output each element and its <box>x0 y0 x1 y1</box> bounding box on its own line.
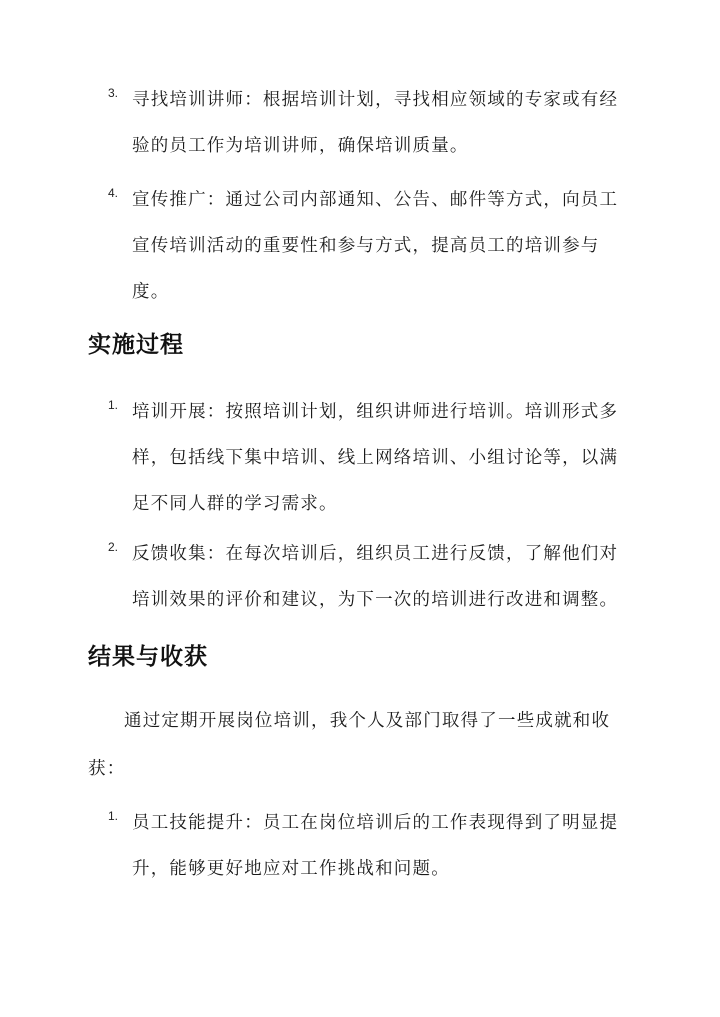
list-item-text: 寻找培训讲师：根据培训计划，寻找相应领域的专家或有经验的员工作为培训讲师，确保培训质量。 <box>132 90 619 156</box>
results-intro-paragraph: 通过定期开展岗位培训，我个人及部门取得了一些成就和收获： <box>88 711 611 779</box>
list-number: 1. <box>108 809 119 823</box>
list-item-skill-improvement <box>108 800 628 892</box>
list-number: 4. <box>108 186 119 200</box>
list-item-find-trainers <box>108 77 628 169</box>
section-heading-results: 结果与收获 <box>88 644 208 670</box>
list-item-feedback <box>108 531 628 623</box>
list-item-text: 培训开展：按照培训计划，组织讲师进行培训。培训形式多样，包括线下集中培训、线上网络培训、小组讨论等，以满足不同人群的学习需求。 <box>132 402 619 514</box>
list-number: 1. <box>108 398 119 412</box>
list-item-text: 宣传推广：通过公司内部通知、公告、邮件等方式，向员工宣传培训活动的重要性和参与方式，提高员工的培训参与度。 <box>132 190 619 302</box>
list-number: 3. <box>108 86 119 100</box>
list-item-promotion <box>108 177 628 315</box>
list-item-training-delivery <box>108 389 628 527</box>
section-heading-implementation: 实施过程 <box>88 332 184 358</box>
list-item-text: 员工技能提升：员工在岗位培训后的工作表现得到了明显提升，能够更好地应对工作挑战和问题。 <box>132 813 619 879</box>
list-item-text: 反馈收集：在每次培训后，组织员工进行反馈，了解他们对培训效果的评价和建议，为下一次的培训进行改进和调整。 <box>132 544 619 610</box>
list-number: 2. <box>108 540 119 554</box>
